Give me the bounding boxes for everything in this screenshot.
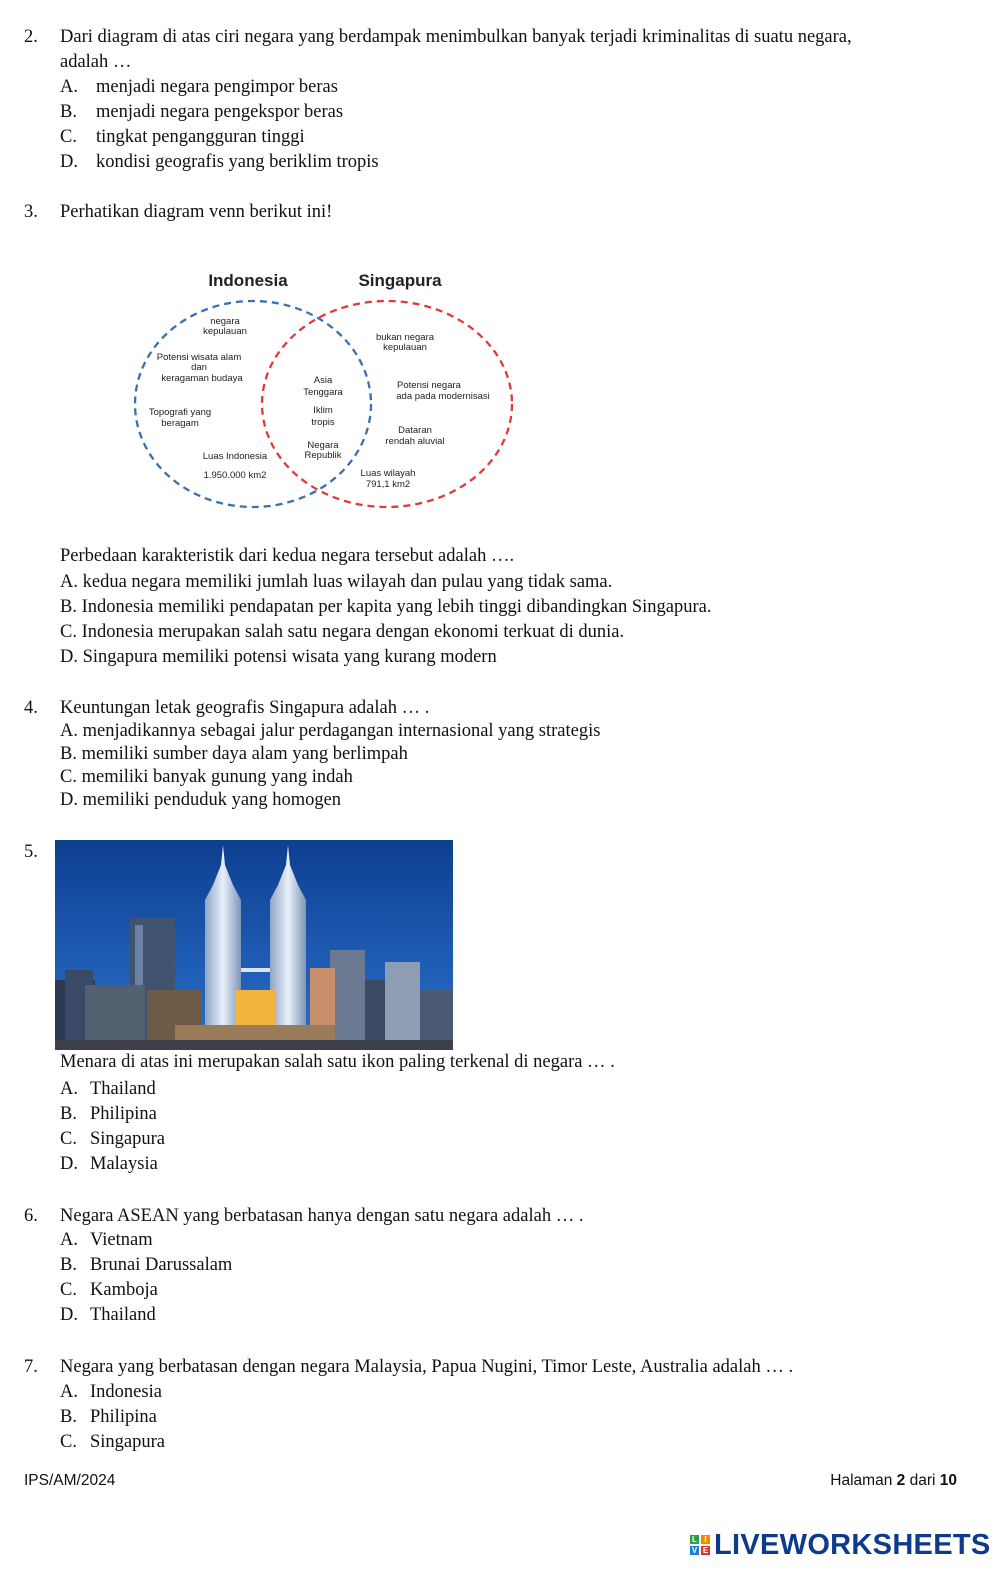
logo-text: LIVEWORKSHEETS	[714, 1528, 991, 1561]
q5-question: Menara di atas ini merupakan salah satu ikon paling terkenal di negara … .	[60, 1052, 615, 1072]
footer-page-current: 2	[896, 1472, 906, 1489]
q4-question: Keuntungan letak geografis Singapura adalah … .	[60, 698, 430, 718]
q2-option-b-letter: B.	[60, 102, 77, 122]
q6-option-c[interactable]: Kamboja	[90, 1280, 158, 1300]
q5-option-a-letter: A.	[60, 1079, 78, 1099]
venn-right-item: bukan negara	[375, 332, 435, 343]
q7-number: 7.	[24, 1357, 38, 1377]
q5-option-b-letter: B.	[60, 1104, 77, 1124]
q2-number: 2.	[24, 27, 38, 47]
q6-option-d[interactable]: Thailand	[90, 1305, 156, 1325]
venn-middle-item: Iklim	[313, 405, 333, 416]
venn-left-item: 1.950.000 km2	[203, 470, 267, 481]
q5-option-d[interactable]: Malaysia	[90, 1154, 158, 1174]
q3-option-b[interactable]: B. Indonesia memiliki pendapatan per kapita yang lebih tinggi dibandingkan Singapura.	[60, 597, 712, 617]
logo-letter: L	[690, 1535, 699, 1544]
venn-left-item: Luas Indonesia	[202, 451, 268, 462]
q5-option-a[interactable]: Thailand	[90, 1079, 156, 1099]
q2-option-a[interactable]: menjadi negara pengimpor beras	[96, 77, 338, 97]
q6-question: Negara ASEAN yang berbatasan hanya dengan satu negara adalah … .	[60, 1206, 584, 1226]
venn-middle-item: tropis	[311, 417, 335, 428]
q2-option-c-letter: C.	[60, 127, 77, 147]
venn-left-item: Topografi yang	[148, 407, 212, 418]
q7-option-c[interactable]: Singapura	[90, 1432, 166, 1452]
venn-left-item: beragam	[161, 418, 199, 429]
q6-option-c-letter: C.	[60, 1280, 77, 1300]
q5-option-c[interactable]: Singapura	[90, 1129, 166, 1149]
logo-grid-icon	[690, 1535, 710, 1555]
q5-option-b[interactable]: Philipina	[90, 1104, 157, 1124]
venn-middle-item: Asia	[313, 375, 333, 386]
q7-option-a[interactable]: Indonesia	[90, 1382, 162, 1402]
q7-option-a-letter: A.	[60, 1382, 78, 1402]
q2-text-line1: Dari diagram di atas ciri negara yang berdampak menimbulkan banyak terjadi kriminalitas di suatu negara,	[60, 27, 852, 47]
logo-letter: I	[701, 1535, 710, 1544]
q7-option-c-letter: C.	[60, 1432, 77, 1452]
q6-option-d-letter: D.	[60, 1305, 78, 1325]
venn-right-item: 791,1 km2	[365, 479, 411, 490]
q2-text-line2: adalah …	[60, 52, 132, 72]
q2-option-b[interactable]: menjadi negara pengekspor beras	[96, 102, 344, 122]
q2-option-a-letter: A.	[60, 77, 78, 97]
q4-option-a[interactable]: A. menjadikannya sebagai jalur perdagangan internasional yang strategis	[60, 721, 601, 741]
venn-right-title: Singapura	[358, 271, 442, 290]
q4-option-c[interactable]: C. memiliki banyak gunung yang indah	[60, 767, 353, 787]
footer-page-number	[830, 1472, 957, 1490]
q6-number: 6.	[24, 1206, 38, 1226]
venn-left-item: dan	[191, 362, 207, 373]
logo-letter: V	[691, 1546, 698, 1555]
venn-right-item: Dataran	[398, 425, 432, 436]
venn-right-item: rendah aluvial	[385, 436, 445, 447]
venn-left-item: kepulauan	[203, 326, 247, 337]
venn-left-item: Potensi wisata alam	[156, 352, 242, 363]
venn-left-item: negara	[210, 316, 240, 327]
venn-diagram	[125, 258, 525, 518]
venn-right-item: ada pada modernisasi	[396, 391, 490, 402]
q7-option-b-letter: B.	[60, 1407, 77, 1427]
q4-option-d[interactable]: D. memiliki penduduk yang homogen	[60, 790, 342, 810]
venn-left-title: Indonesia	[208, 271, 288, 290]
footer-code: IPS/AM/2024	[24, 1472, 116, 1489]
q5-number: 5.	[24, 842, 38, 862]
liveworksheets-logo[interactable]	[690, 1525, 990, 1565]
footer-page-prefix: Halaman	[830, 1472, 893, 1489]
q3-option-c[interactable]: C. Indonesia merupakan salah satu negara dengan ekonomi terkuat di dunia.	[60, 622, 625, 642]
q2-option-d-letter: D.	[60, 152, 78, 172]
logo-letter: E	[702, 1546, 709, 1555]
q7-option-b[interactable]: Philipina	[90, 1407, 157, 1427]
q6-option-a[interactable]: Vietnam	[90, 1230, 153, 1250]
q3-prompt: Perhatikan diagram venn berikut ini!	[60, 202, 333, 222]
venn-middle-item: Negara	[307, 440, 339, 451]
q5-option-d-letter: D.	[60, 1154, 78, 1174]
q4-option-b[interactable]: B. memiliki sumber daya alam yang berlimpah	[60, 744, 408, 764]
q6-option-a-letter: A.	[60, 1230, 78, 1250]
petronas-towers-photo	[55, 840, 453, 1050]
venn-right-item: kepulauan	[383, 342, 427, 353]
q3-option-a[interactable]: A. kedua negara memiliki jumlah luas wilayah dan pulau yang tidak sama.	[60, 572, 613, 592]
venn-right-item: Luas wilayah	[360, 468, 416, 479]
footer-page-middle: dari	[909, 1472, 936, 1489]
q4-number: 4.	[24, 698, 38, 718]
q7-question: Negara yang berbatasan dengan negara Malaysia, Papua Nugini, Timor Leste, Australia adalah … .	[60, 1357, 794, 1377]
q3-number: 3.	[24, 202, 38, 222]
q2-option-d[interactable]: kondisi geografis yang beriklim tropis	[96, 152, 379, 172]
venn-right-item: Potensi negara	[397, 380, 461, 391]
venn-middle-item: Republik	[304, 450, 342, 461]
q6-option-b-letter: B.	[60, 1255, 77, 1275]
q2-option-c[interactable]: tingkat pengangguran tinggi	[96, 127, 305, 147]
venn-middle-item: Tenggara	[303, 387, 343, 398]
q3-question: Perbedaan karakteristik dari kedua negara tersebut adalah ….	[60, 546, 515, 566]
venn-left-item: keragaman budaya	[161, 373, 243, 384]
q6-option-b[interactable]: Brunai Darussalam	[90, 1255, 233, 1275]
q3-option-d[interactable]: D. Singapura memiliki potensi wisata yang kurang modern	[60, 647, 497, 667]
q5-option-c-letter: C.	[60, 1129, 77, 1149]
footer-page-total: 10	[939, 1472, 957, 1489]
